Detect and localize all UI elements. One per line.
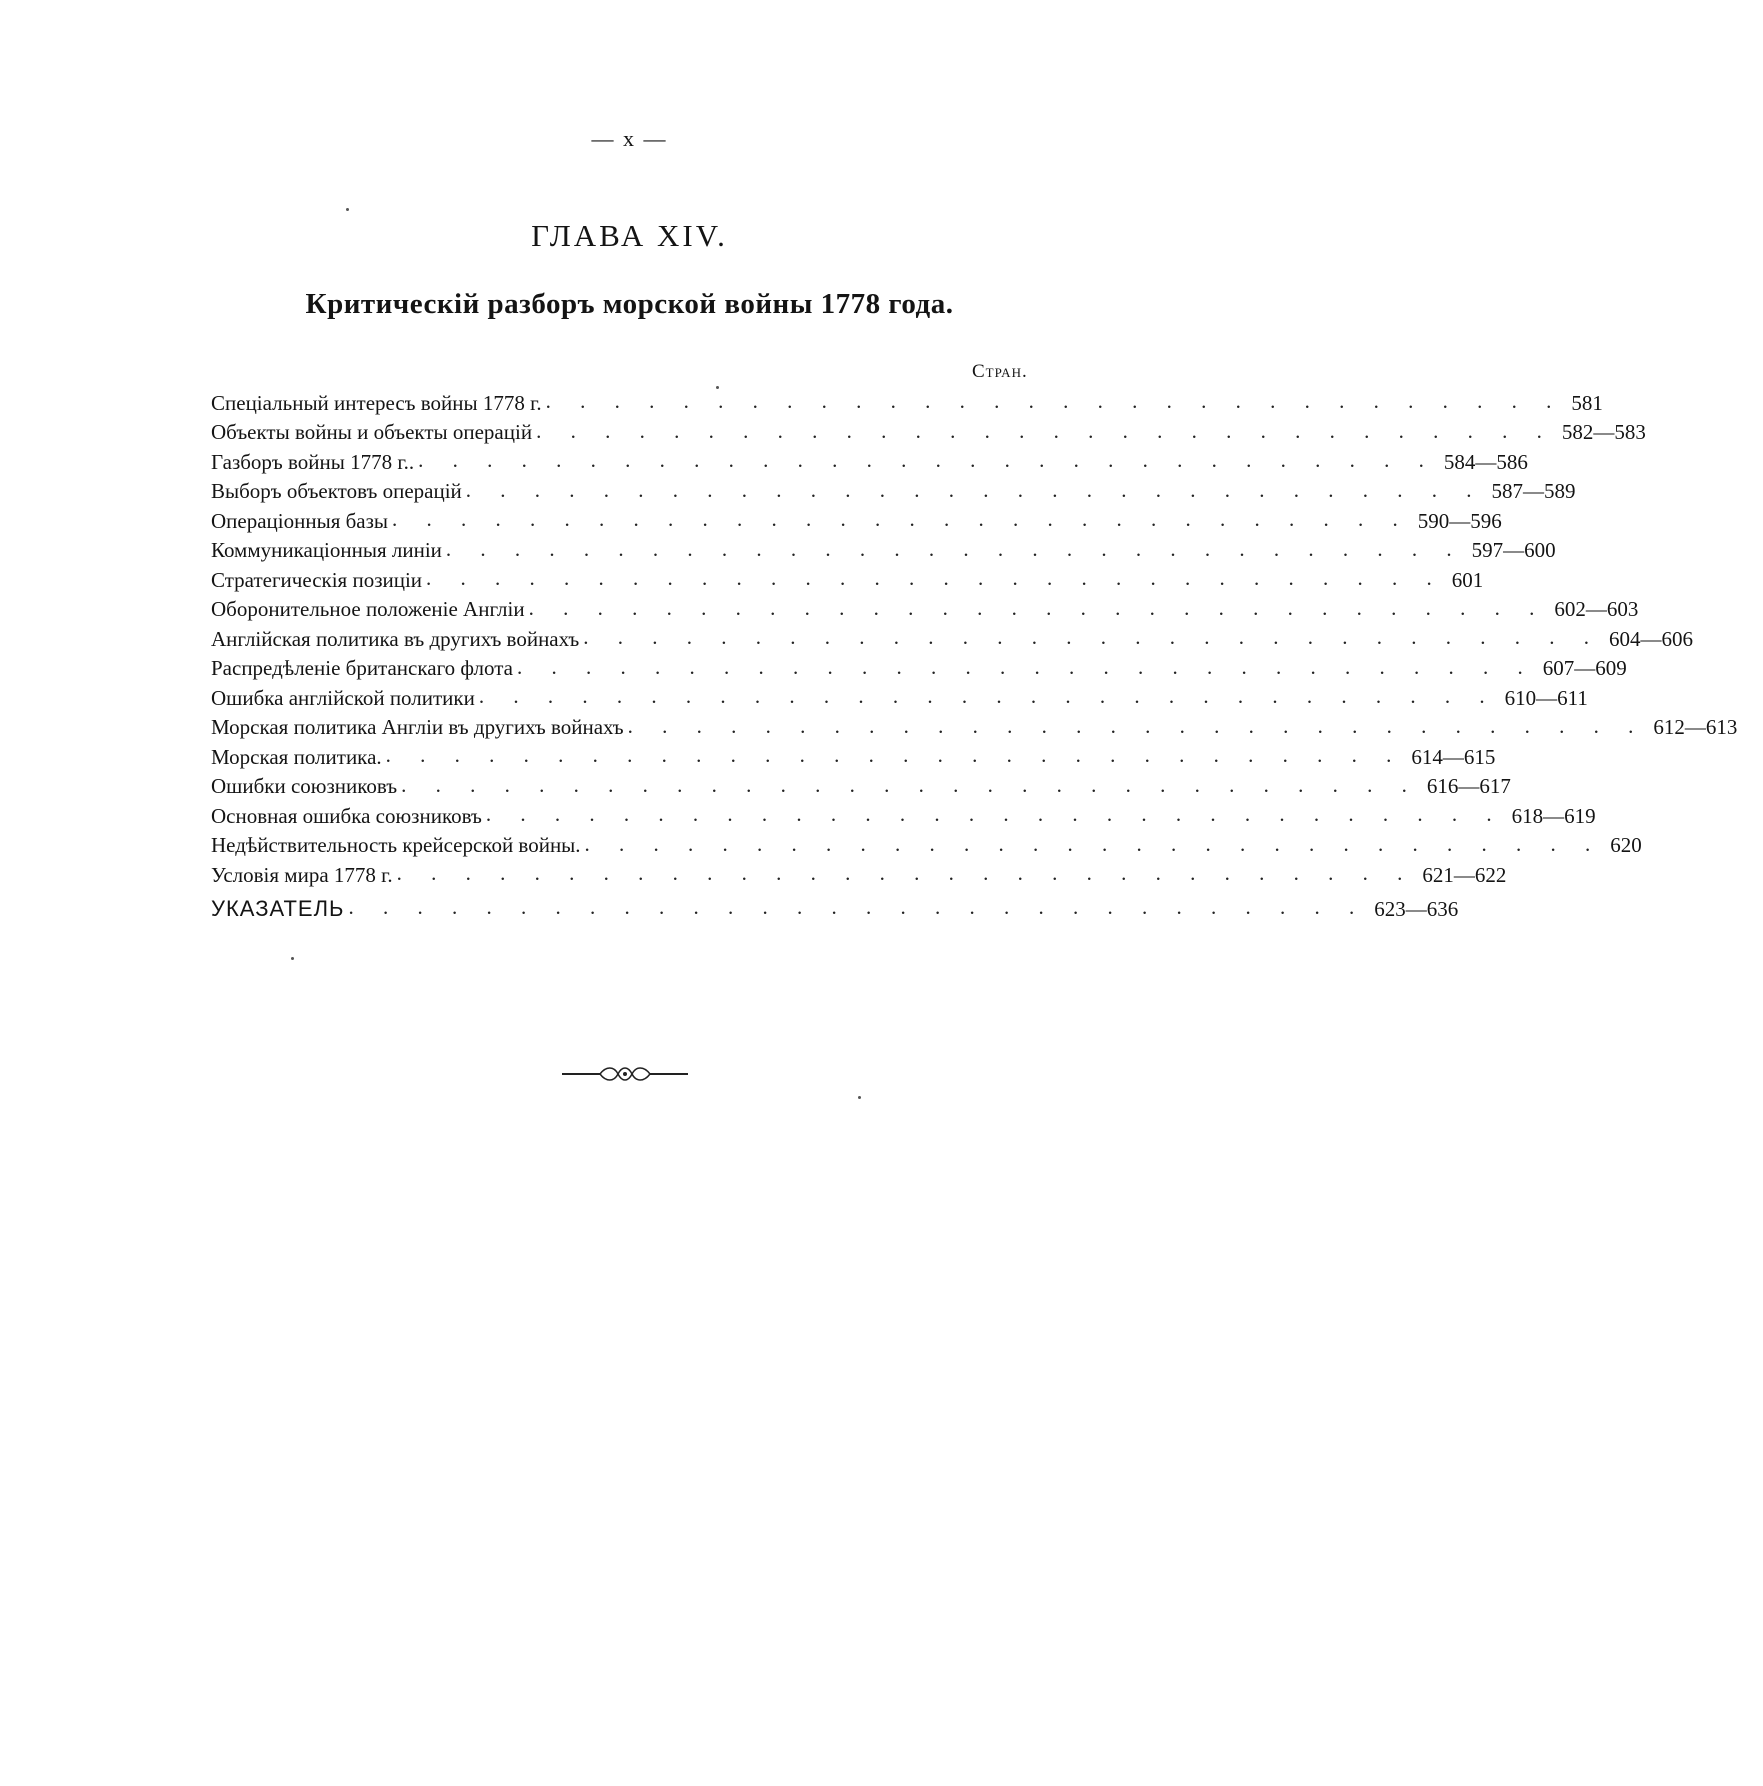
toc-entry <box>211 711 1738 741</box>
toc-entry-pages: 581 <box>1571 390 1603 415</box>
toc-entry <box>211 770 1511 800</box>
toc-leader-dots: . . . . . . . . . . . . . . . . . . . . . . . . . . . . . . <box>385 743 1404 768</box>
toc-leader-dots: . . . . . . . . . . . . . . . . . . . . . . . . . . . . . . <box>485 802 1504 827</box>
toc-entry <box>211 622 1693 652</box>
toc-entry-title: Условія мира 1778 г. <box>211 862 393 887</box>
toc-entry <box>211 681 1588 711</box>
toc-entry-title: УКАЗАТЕЛЬ <box>211 895 345 921</box>
toc-entry-pages: 618—619 <box>1511 803 1596 828</box>
toc-entry-title: Ошибка англійской политики <box>211 685 475 710</box>
toc-entry <box>211 563 1484 593</box>
toc-leader-dots: . . . . . . . . . . . . . . . . . . . . . . . . . . . . . . <box>396 861 1415 886</box>
toc-leader-dots: . . . . . . . . . . . . . . . . . . . . . . . . . . . . . . <box>348 895 1367 920</box>
toc-entry-title: Распредѣленіе британскаго флота <box>211 656 513 680</box>
toc-entry <box>211 829 1642 859</box>
toc-entry-pages: 616—617 <box>1426 774 1511 798</box>
toc-leader-dots: . . . . . . . . . . . . . . . . . . . . . . . . . . . . . . <box>516 654 1535 679</box>
toc-leader-dots: . . . . . . . . . . . . . . . . . . . . . . . . . . . . . . <box>465 477 1484 502</box>
toc-leader-dots: . . . . . . . . . . . . . . . . . . . . . . . . . . . . . . <box>401 772 1419 797</box>
toc-entry-title: Ошибки союзниковъ <box>211 774 398 798</box>
toc-entry-pages: 601 <box>1451 567 1484 592</box>
toc-entry-pages: 620 <box>1610 833 1642 857</box>
toc-entry <box>211 858 1507 888</box>
table-of-contents <box>211 386 1738 922</box>
toc-entry-title: Коммуникаціонныя линіи <box>211 538 442 562</box>
toc-entry-title: Операціонныя базы <box>211 508 389 533</box>
print-speck <box>858 1096 861 1099</box>
toc-entry-pages: 602—603 <box>1554 597 1639 621</box>
toc-leader-dots: . . . . . . . . . . . . . . . . . . . . . . . . . . . . . . <box>478 684 1497 709</box>
chapter-title: Критическій разборъ морской войны 1778 года. <box>305 288 954 320</box>
toc-entry <box>211 475 1576 505</box>
toc-entry-pages: 623—636 <box>1374 896 1459 921</box>
toc-entry-pages: 612—613 <box>1653 715 1738 739</box>
toc-leader-dots: . . . . . . . . . . . . . . . . . . . . . . . . . . . . . . <box>584 831 1603 856</box>
toc-leader-dots: . . . . . . . . . . . . . . . . . . . . . . . . . . . . . . <box>627 713 1646 738</box>
print-speck <box>346 208 349 211</box>
toc-entry <box>211 593 1639 623</box>
toc-leader-dots: . . . . . . . . . . . . . . . . . . . . . . . . . . . . . . <box>426 566 1444 591</box>
toc-entry-pages: 590—596 <box>1417 508 1502 533</box>
toc-entry-title: Объекты войны и объекты операцій <box>211 420 533 444</box>
toc-entry-title: Газборъ войны 1778 г.. <box>211 449 415 474</box>
toc-leader-dots: . . . . . . . . . . . . . . . . . . . . . . . . . . . . . . <box>392 507 1410 532</box>
page-column-header: Стран. <box>972 361 1028 382</box>
toc-entry-title: Морская политика Англіи въ другихъ войнахъ <box>211 715 624 739</box>
toc-leader-dots: . . . . . . . . . . . . . . . . . . . . . . . . . . . . . . <box>445 536 1464 561</box>
toc-entry-title: Морская политика. <box>211 744 382 769</box>
toc-entry-title: Англійская политика въ другихъ войнахъ <box>211 626 580 651</box>
toc-entry-title: Основная ошибка союзниковъ <box>211 803 482 828</box>
toc-entry-title: Оборонительное положеніе Англіи <box>211 597 525 621</box>
toc-entry-index <box>211 888 1459 922</box>
print-speck <box>716 386 719 389</box>
toc-entry-pages: 610—611 <box>1504 685 1588 710</box>
toc-entry-pages: 621—622 <box>1422 862 1507 887</box>
decorative-ornament <box>560 1063 690 1085</box>
toc-leader-dots: . . . . . . . . . . . . . . . . . . . . . . . . . . . . . . <box>545 389 1564 414</box>
toc-entry-pages: 584—586 <box>1443 449 1528 474</box>
toc-entry <box>211 386 1603 416</box>
toc-entry <box>211 504 1502 534</box>
toc-entry-title: Стратегическія позиціи <box>211 567 423 592</box>
toc-entry <box>211 534 1556 564</box>
toc-entry-pages: 587—589 <box>1491 479 1576 503</box>
toc-entry-pages: 614—615 <box>1411 744 1496 769</box>
toc-leader-dots: . . . . . . . . . . . . . . . . . . . . . . . . . . . . . . <box>418 448 1436 473</box>
toc-entry <box>211 416 1646 446</box>
toc-entry-pages: 597—600 <box>1471 538 1556 562</box>
chapter-heading: ГЛАВА XIV. <box>531 218 728 253</box>
toc-leader-dots: . . . . . . . . . . . . . . . . . . . . . . . . . . . . . . <box>583 625 1601 650</box>
toc-entry-title: Недѣйствительность крейсерской войны. <box>211 833 581 857</box>
page-number: — x — <box>591 126 668 151</box>
toc-entry <box>211 740 1496 770</box>
toc-entry-pages: 604—606 <box>1608 626 1693 651</box>
toc-entry-title: Выборъ объектовъ операцій <box>211 479 462 503</box>
print-speck <box>291 957 294 960</box>
toc-entry-pages: 607—609 <box>1542 656 1627 680</box>
toc-entry-pages: 582—583 <box>1561 420 1646 444</box>
toc-entry <box>211 652 1627 682</box>
toc-leader-dots: . . . . . . . . . . . . . . . . . . . . . . . . . . . . . . <box>528 595 1547 620</box>
toc-entry <box>211 445 1528 475</box>
toc-entry <box>211 799 1596 829</box>
toc-leader-dots: . . . . . . . . . . . . . . . . . . . . . . . . . . . . . . <box>536 418 1554 443</box>
toc-entry-title: Спеціальный интересъ войны 1778 г. <box>211 390 542 415</box>
